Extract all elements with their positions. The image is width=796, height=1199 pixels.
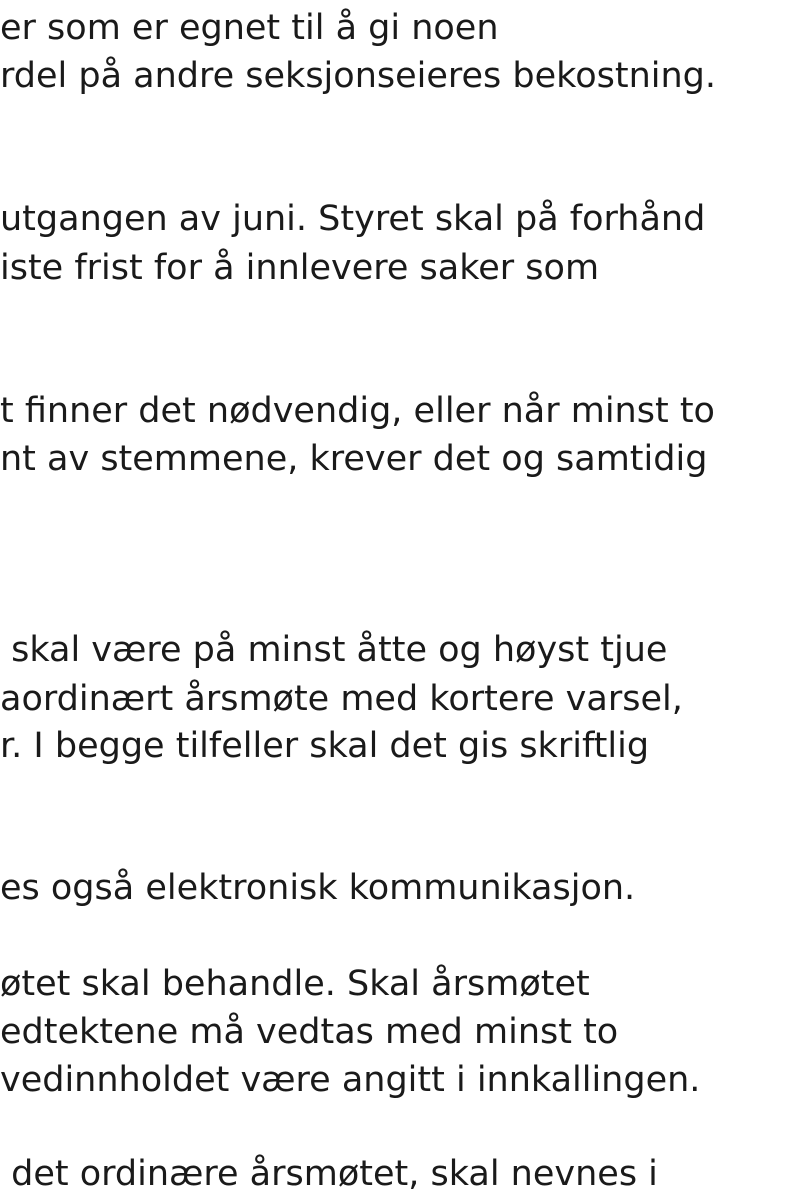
text-line: t finner det nødvendig, eller når minst to	[0, 391, 715, 431]
text-line: skal være på minst åtte og høyst tjue	[0, 630, 668, 670]
text-line: utgangen av juni. Styret skal på forhånd	[0, 199, 706, 239]
text-line: øtet skal behandle. Skal årsmøtet	[0, 964, 590, 1004]
text-line: aordinært årsmøte med kortere varsel,	[0, 679, 683, 719]
text-line: r. I begge tilfeller skal det gis skriftlig	[0, 726, 650, 766]
text-line: es også elektronisk kommunikasjon.	[0, 868, 636, 908]
text-line: nt av stemmene, krever det og samtidig	[0, 439, 708, 479]
text-line: vedinnholdet være angitt i innkallingen.	[0, 1060, 701, 1100]
text-line: det ordinære årsmøtet, skal nevnes i	[0, 1154, 658, 1194]
text-line: rdel på andre seksjonseieres bekostning.	[0, 56, 716, 96]
text-line: er som er egnet til å gi noen	[0, 8, 499, 48]
text-line: iste frist for å innlevere saker som	[0, 248, 600, 288]
text-line: edtektene må vedtas med minst to	[0, 1012, 619, 1052]
